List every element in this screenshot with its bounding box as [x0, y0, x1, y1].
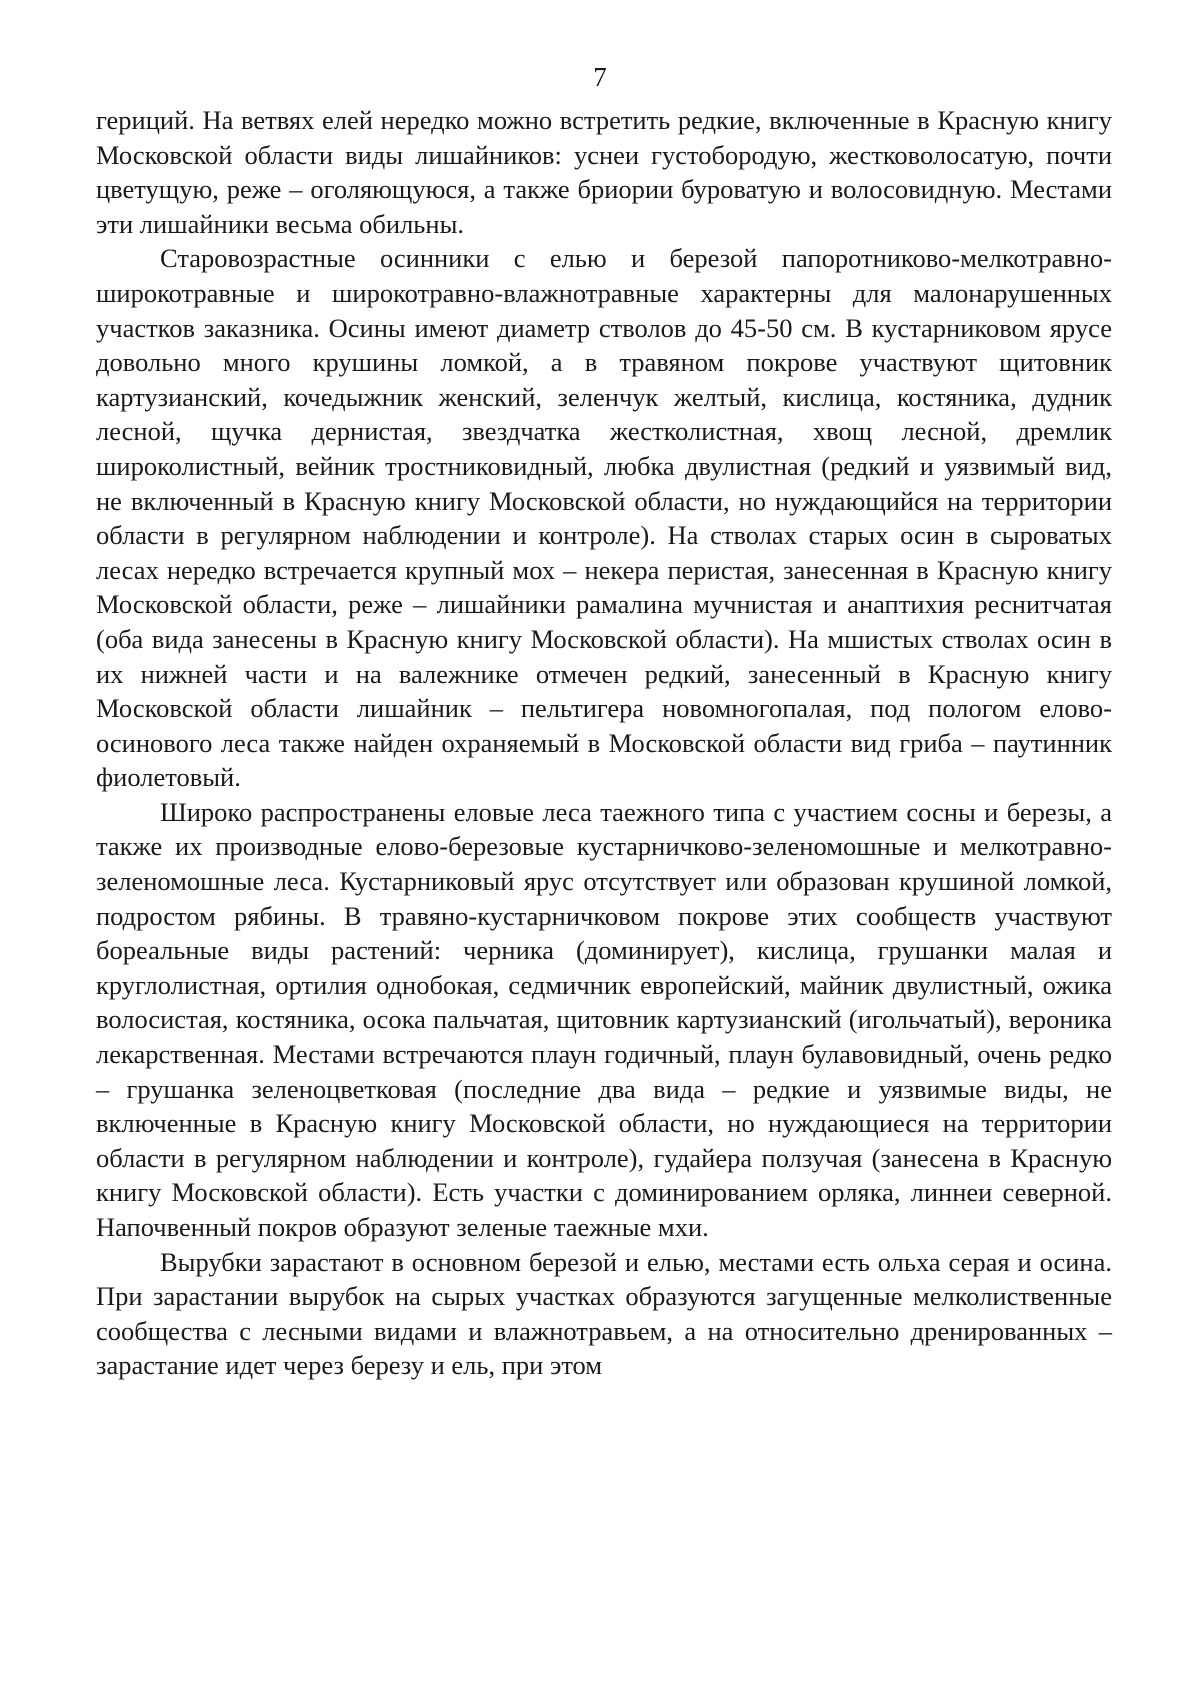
- paragraph-clearings: Вырубки зарастают в основном березой и елью, местами есть ольха серая и осина. При зарастании вырубок на сырых участках образуются загущенные мелколиственные сообщества с лесными видами и влажнотравьем, а на относительно дренированных – зарастание идет через березу и ель, при этом: [96, 1246, 1112, 1381]
- paragraph-spruce-forests: Широко распространены еловые леса таежного типа с участием сосны и березы, а также их производные елово-березовые кустарничково-зеленомошные и мелкотравно-зеленомошные леса. Кустарниковый ярус отсутствует или образован крушиной ломкой, подростом рябины. В травяно-кустарничковом покрове этих сообществ участвуют бореальные виды растений: черника (доминирует), кислица, грушанки малая и круглолистная, ортилия однобокая, седмичник европейский, майник двулистный, ожика волосистая, костяника, осока пальчатая, щитовник картузианский (игольчатый), вероника лекарственная. Местами встречаются плаун годичный, плаун булавовидный, очень редко – грушанка зеленоцветковая (последние два вида – редкие и уязвимые виды, не включенные в Красную книгу Московской области, но нуждающиеся на территории области в регулярном наблюдении и контроле), гудайера ползучая (занесена в Красную книгу Московской области). Есть участки с доминированием орляка, линнеи северной. Напочвенный покров образуют зеленые таежные мхи.: [96, 796, 1112, 1242]
- body-text: [96, 103, 1112, 1383]
- paragraph-aspen-forests: Старовозрастные осинники с елью и березой папоротниково-мелкотравно-широкотравные и широкотравно-влажнотравные характерны для малонарушенных участков заказника. Осины имеют диаметр стволов до 45-50 см. В кустарниковом ярусе довольно много крушины ломкой, а в травяном покрове участвуют щитовник картузианский, кочедыжник женский, зеленчук желтый, кислица, костяника, дудник лесной, щучка дернистая, звездчатка жестколистная, хвощ лесной, дремлик широколистный, вейник тростниковидный, любка двулистная (редкий и уязвимый вид, не включенный в Красную книгу Московской области, но нуждающийся на территории области в регулярном наблюдении и контроле). На стволах старых осин в сыроватых лесах нередко встречается крупный мох – некера перистая, занесенная в Красную книгу Московской области, реже – лишайники рамалина мучнистая и анаптихия реснитчатая (оба вида занесены в Красную книгу Московской области). На мшистых стволах осин в их нижней части и на валежнике отмечен редкий, занесенный в Красную книгу Московской области лишайник – пельтигера новомногопалая, под пологом елово-осинового леса также найден охраняемый в Московской области вид гриба – паутинник фиолетовый.: [96, 243, 1112, 793]
- paragraph-continuation: гериций. На ветвях елей нередко можно встретить редкие, включенные в Красную книгу Московской области виды лишайников: уснеи густобородую, жестковолосатую, почти цветущую, реже – оголяющуюся, а также бриории буроватую и волосовидную. Местами эти лишайники весьма обильны.: [96, 105, 1112, 239]
- page-number: 7: [593, 62, 607, 92]
